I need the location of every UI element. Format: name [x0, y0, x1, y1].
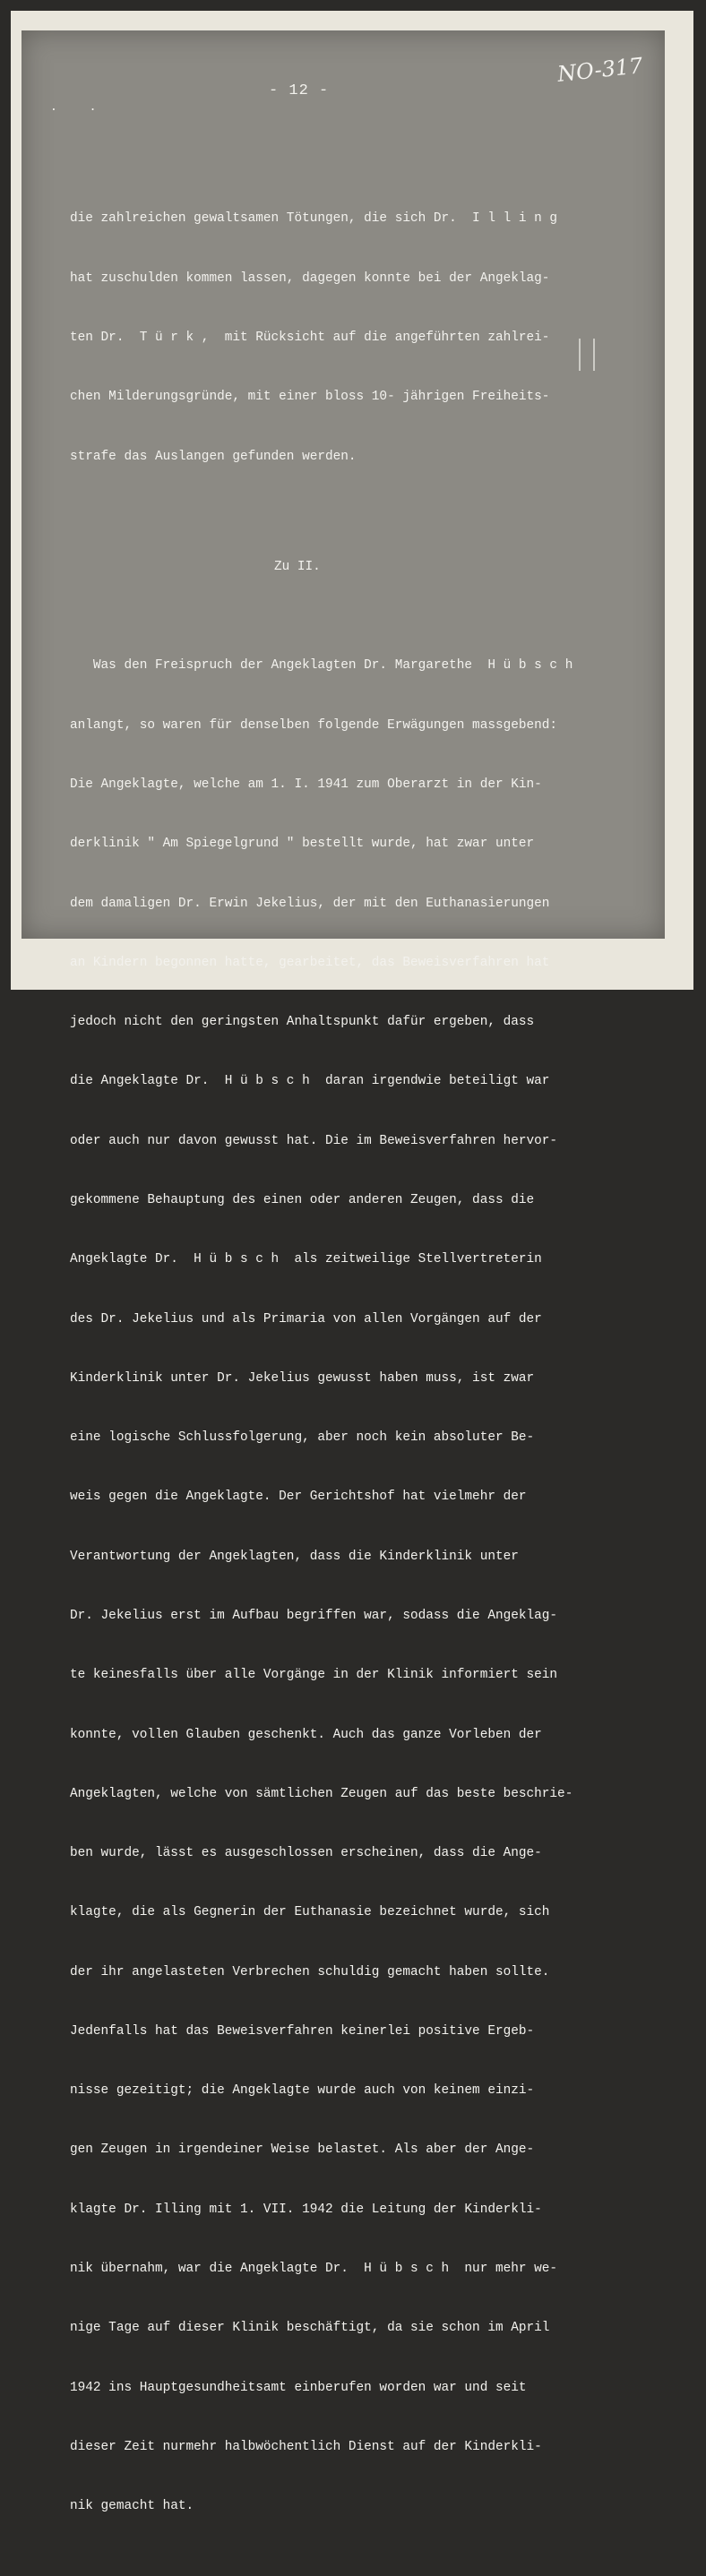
text-line: 1942 ins Hauptgesundheitsamt einberufen worden war und seit — [70, 2380, 527, 2395]
text-line: klagte, die als Gegnerin der Euthanasie bezeichnet wurde, sich — [70, 1905, 550, 1920]
punch-marks: . . — [50, 100, 109, 114]
text-line: ten Dr. T ü r k , mit Rücksicht auf die angeführten zahlrei- — [70, 330, 550, 345]
text-line: Kinderklinik unter Dr. Jekelius gewusst haben muss, ist zwar — [70, 1370, 535, 1386]
text-line: klagte Dr. Illing mit 1. VII. 1942 die Leitung der Kinderkli- — [70, 2202, 542, 2217]
document-body — [70, 130, 607, 2576]
text-line: oder auch nur davon gewusst hat. Die im Beweisverfahren hervor- — [70, 1133, 558, 1148]
text-line: strafe das Auslangen gefunden werden. — [70, 449, 357, 464]
text-line: Dr. Jekelius erst im Aufbau begriffen war, sodass die Angeklag- — [70, 1608, 558, 1623]
text-line: derklinik " Am Spiegelgrund " bestellt wurde, hat zwar unter — [70, 837, 535, 852]
text-line: chen Milderungsgründe, mit einer bloss 10- jährigen Freiheits- — [70, 390, 550, 405]
text-line: konnte, vollen Glauben geschenkt. Auch das ganze Vorleben der — [70, 1727, 542, 1742]
text-line: nik gemacht hat. — [70, 2499, 194, 2514]
text-line: Verantwortung der Angeklagten, dass die Kinderklinik unter — [70, 1549, 519, 1564]
text-line: nige Tage auf dieser Klinik beschäftigt, da sie schon im April — [70, 2321, 550, 2336]
text-line: die Angeklagte Dr. H ü b s c h daran irgendwie beteiligt war — [70, 1074, 550, 1089]
text-line: Jedenfalls hat das Beweisverfahren keinerlei positive Ergeb- — [70, 2023, 535, 2039]
text-line: hat zuschulden kommen lassen, dagegen konnte bei der Angeklag- — [70, 270, 550, 286]
text-line: Was den Freispruch der Angeklagten Dr. Margarethe H ü b s c h — [70, 658, 573, 674]
text-line: nik übernahm, war die Angeklagte Dr. H ü b s c h nur mehr we- — [70, 2262, 558, 2277]
text-line: dem damaligen Dr. Erwin Jekelius, der mit den Euthanasierungen — [70, 896, 550, 911]
text-line: gen Zeugen in irgendeiner Weise belastet. Als aber der Ange- — [70, 2142, 535, 2158]
text-line: der ihr angelasteten Verbrechen schuldig gemacht haben sollte. — [70, 1964, 550, 1979]
text-line: die zahlreichen gewaltsamen Tötungen, die sich Dr. I l l i n g — [70, 211, 558, 227]
text-line: te keinesfalls über alle Vorgänge in der Klinik informiert sein — [70, 1668, 558, 1683]
paragraph-section-ii — [70, 616, 607, 2555]
text-line: Die Angeklagte, welche am 1. I. 1941 zum Oberarzt in der Kin- — [70, 777, 542, 792]
text-line: des Dr. Jekelius und als Primaria von allen Vorgängen auf der — [70, 1311, 542, 1327]
text-line: jedoch nicht den geringsten Anhaltspunkt dafür ergeben, dass — [70, 1015, 535, 1030]
text-line: Angeklagte Dr. H ü b s c h als zeitweilige Stellvertreterin — [70, 1252, 542, 1267]
page-number: - 12 - — [269, 82, 330, 99]
paragraph-conclusion — [70, 169, 607, 506]
text-line: ben wurde, lässt es ausgeschlossen erscheinen, dass die Ange- — [70, 1846, 542, 1861]
text-line: Angeklagten, welche von sämtlichen Zeugen auf das beste beschrie- — [70, 1786, 573, 1801]
text-line: an Kindern begonnen hatte, gearbeitet, das Beweisverfahren hat — [70, 955, 550, 970]
archive-stamp: NO-317 — [555, 53, 644, 87]
text-line: gekommene Behauptung des einen oder anderen Zeugen, dass die — [70, 1192, 535, 1207]
text-line: anlangt, so waren für denselben folgende Erwägungen massgebend: — [70, 717, 558, 733]
text-line: weis gegen die Angeklagte. Der Gerichtshof hat vielmehr der — [70, 1490, 527, 1505]
text-line: eine logische Schlussfolgerung, aber noch kein absoluter Be- — [70, 1430, 535, 1446]
text-line: nisse gezeitigt; die Angeklagte wurde auch von keinem einzi- — [70, 2083, 535, 2099]
section-heading: Zu II. — [274, 559, 321, 574]
text-line: dieser Zeit nurmehr halbwöchentlich Dienst auf der Kinderkli- — [70, 2439, 542, 2454]
